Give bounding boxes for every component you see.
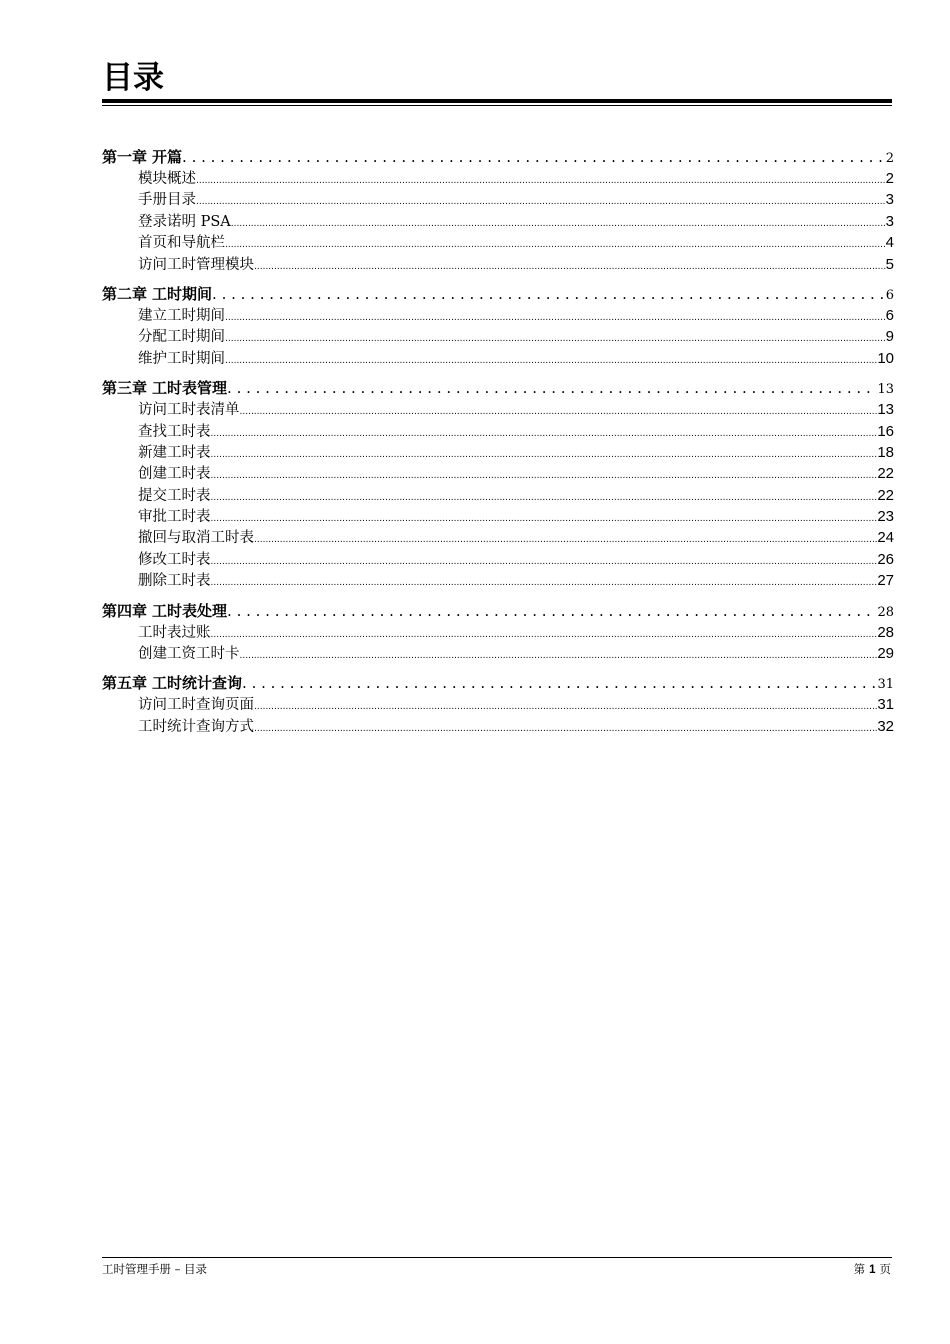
- toc-section-entry[interactable]: [102, 348, 894, 369]
- dot-leader: [240, 646, 878, 667]
- chapter-title: 工时期间: [152, 284, 213, 303]
- section-title: 维护工时期间: [138, 350, 225, 367]
- toc-section-entry[interactable]: [102, 622, 894, 643]
- dot-leader: [254, 719, 877, 740]
- section-title: 删除工时表: [138, 573, 211, 590]
- dot-leader: [211, 488, 878, 509]
- section-page-number: 5: [885, 255, 894, 273]
- section-page-number: 4: [885, 234, 894, 252]
- chapter-page-number: 31: [877, 677, 894, 693]
- toc-section-entry[interactable]: [102, 716, 894, 737]
- dot-leader: [225, 308, 886, 329]
- toc-chapter: [102, 377, 894, 592]
- section-page-number: 2: [885, 170, 894, 187]
- dot-leader: [240, 402, 878, 423]
- section-page-number: 23: [877, 508, 894, 526]
- toc-section-entry[interactable]: [102, 232, 894, 253]
- section-title: 访问工时表清单: [138, 402, 240, 419]
- toc-section-entry[interactable]: [102, 527, 894, 548]
- section-title: 查找工时表: [138, 423, 211, 440]
- chapter-number: 第四章: [102, 601, 148, 620]
- toc-section-entry[interactable]: [102, 326, 894, 347]
- dot-leader: [196, 192, 886, 213]
- section-page-number: 16: [877, 422, 894, 440]
- chapter-number: 第二章: [102, 284, 148, 303]
- chapter-title: 工时统计查询: [152, 674, 243, 693]
- dot-leader: [227, 600, 875, 622]
- section-page-number: 28: [877, 623, 894, 641]
- section-title: 访问工时管理模块: [138, 256, 254, 273]
- section-title: 访问工时查询页面: [138, 697, 254, 714]
- dot-leader: [196, 171, 886, 192]
- section-title: 新建工时表: [138, 444, 211, 461]
- chapter-number: 第五章: [102, 674, 148, 693]
- section-title: 分配工时期间: [138, 329, 225, 346]
- dot-leader: [254, 530, 877, 551]
- footer-page-prefix: 第: [853, 1262, 866, 1276]
- footer-page-suffix: 页: [879, 1262, 891, 1276]
- chapter-number: 第一章: [102, 148, 148, 166]
- toc-section-entry[interactable]: [102, 570, 894, 591]
- chapter-page-number: 6: [885, 287, 894, 303]
- chapter-title: 工时表管理: [152, 379, 228, 398]
- chapter-title: 工时表处理: [152, 601, 228, 620]
- section-title: 工时表过账: [138, 624, 211, 641]
- section-page-number: 24: [877, 529, 894, 547]
- section-page-number: 18: [877, 443, 894, 461]
- toc-section-entry[interactable]: [102, 399, 894, 420]
- section-title: 创建工时表: [138, 466, 211, 483]
- toc-section-entry[interactable]: [102, 168, 894, 189]
- dot-leader: [227, 377, 875, 399]
- dot-leader: [225, 329, 886, 350]
- chapter-page-number: 2: [885, 151, 894, 166]
- toc-chapter: [102, 672, 894, 737]
- section-title: 审批工时表: [138, 509, 211, 526]
- section-page-number: 32: [877, 717, 894, 735]
- title-rule-thin: [102, 105, 892, 106]
- section-page-number: 3: [885, 191, 894, 209]
- section-title: 工时统计查询方式: [138, 718, 254, 735]
- section-title: 手册目录: [138, 192, 196, 209]
- section-title: 撤回与取消工时表: [138, 530, 254, 547]
- dot-leader: [254, 257, 886, 278]
- toc-chapter-entry[interactable]: [102, 283, 894, 305]
- toc-section-entry[interactable]: [102, 643, 894, 664]
- section-page-number: 22: [877, 465, 894, 483]
- section-page-number: 29: [877, 645, 894, 663]
- toc-section-entry[interactable]: [102, 694, 894, 715]
- dot-leader: [211, 466, 878, 487]
- section-title: 提交工时表: [138, 487, 211, 504]
- toc-chapter-entry[interactable]: [102, 672, 894, 694]
- dot-leader: [211, 573, 878, 594]
- toc-section-entry[interactable]: [102, 485, 894, 506]
- dot-leader: [212, 283, 884, 305]
- title-rule: [102, 99, 892, 103]
- footer-rule: [102, 1257, 892, 1258]
- page-title: 目录: [102, 60, 164, 96]
- toc-section-entry[interactable]: [102, 189, 894, 210]
- section-page-number: 10: [877, 349, 894, 367]
- chapter-page-number: 28: [877, 604, 894, 620]
- dot-leader: [211, 509, 878, 530]
- toc-chapter: [102, 146, 894, 275]
- section-page-number: 26: [877, 550, 894, 568]
- toc-section-entry[interactable]: [102, 506, 894, 527]
- dot-leader: [211, 445, 878, 466]
- toc-section-entry[interactable]: [102, 305, 894, 326]
- dot-leader: [211, 424, 878, 445]
- table-of-contents: [102, 146, 894, 745]
- dot-leader: [225, 235, 886, 256]
- toc-chapter-entry[interactable]: [102, 377, 894, 399]
- footer-page-indicator: [854, 1261, 891, 1278]
- dot-leader: [211, 552, 878, 573]
- chapter-page-number: 13: [877, 382, 894, 398]
- toc-chapter-entry[interactable]: [102, 146, 894, 168]
- section-title: 登录诺明 PSA: [138, 213, 231, 230]
- dot-leader: [254, 697, 877, 718]
- dot-leader: [231, 214, 886, 235]
- chapter-title: 开篇: [152, 148, 183, 166]
- section-page-number: 6: [885, 306, 894, 324]
- dot-leader: [242, 672, 875, 694]
- section-title: 模块概述: [138, 171, 196, 187]
- footer-page-number: 1: [869, 1264, 876, 1276]
- toc-section-entry[interactable]: [102, 254, 894, 275]
- toc-section-entry[interactable]: [102, 442, 894, 463]
- toc-chapter-entry[interactable]: [102, 600, 894, 622]
- toc-section-entry[interactable]: [102, 549, 894, 570]
- section-title: 创建工资工时卡: [138, 646, 240, 663]
- section-title: 修改工时表: [138, 551, 211, 568]
- section-title: 首页和导航栏: [138, 235, 225, 252]
- section-page-number: 9: [885, 328, 894, 346]
- dot-leader: [182, 146, 884, 168]
- section-title: 建立工时期间: [138, 307, 225, 324]
- toc-section-entry[interactable]: [102, 463, 894, 484]
- dot-leader: [225, 351, 877, 372]
- chapter-number: 第三章: [102, 379, 148, 398]
- toc-chapter: [102, 600, 894, 665]
- section-page-number: 3: [885, 212, 894, 230]
- dot-leader: [211, 625, 878, 646]
- section-page-number: 27: [877, 572, 894, 590]
- section-page-number: 31: [877, 696, 894, 714]
- footer-title: 工时管理手册 – 目录: [102, 1262, 208, 1276]
- section-page-number: 22: [877, 486, 894, 504]
- section-page-number: 13: [877, 401, 894, 419]
- toc-section-entry[interactable]: [102, 211, 894, 232]
- toc-section-entry[interactable]: [102, 421, 894, 442]
- toc-chapter: [102, 283, 894, 369]
